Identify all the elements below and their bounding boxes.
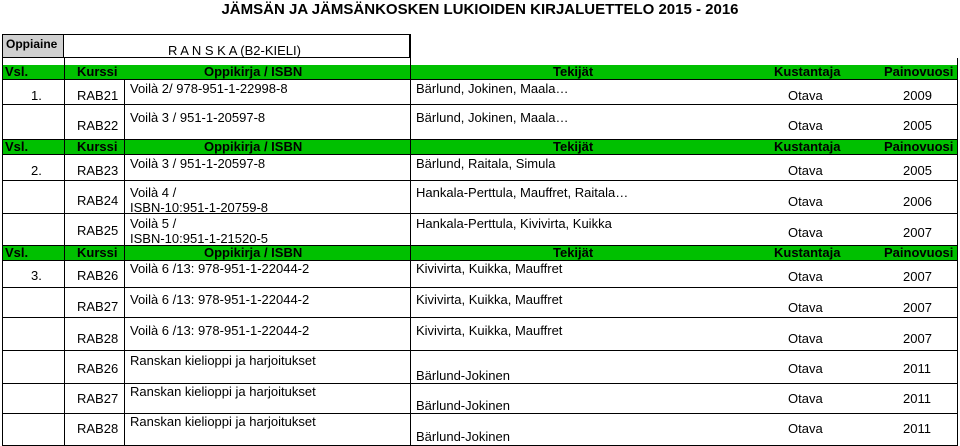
header-kustantaja: Kustantaja [774,139,841,154]
book-isbn: ISBN-10:951-1-20759-8 [130,200,269,215]
book-title: Ranskan kielioppi ja harjoitukset [130,353,316,368]
book-year: 2011 [903,361,931,376]
book-year: 2007 [903,225,932,240]
book-year: 2007 [903,269,932,284]
header-tekijat: Tekijät [553,245,594,260]
book-publisher: Otava [788,88,823,103]
book-year: 2011 [903,421,931,436]
book-publisher: Otava [788,300,823,315]
course-code: RAB26 [77,268,119,283]
book-year: 2009 [903,88,932,103]
book-publisher: Otava [788,163,823,178]
header-vsl: Vsl. [5,139,29,154]
book-title: Voilà 6 /13: 978-951-1-22044-2 [130,261,310,276]
book-authors: Bärlund, Raitala, Simula [416,156,556,171]
course-code: RAB26 [77,361,119,376]
book-year: 2005 [903,163,932,178]
book-authors: Bärlund-Jokinen [416,368,510,383]
book-title: Voilà 3 / 951-1-20597-8 [130,156,266,171]
book-isbn: ISBN-10:951-1-21520-5 [130,231,269,246]
book-publisher: Otava [788,391,823,406]
header-painovuosi: Painovuosi [884,245,954,260]
book-year: 2011 [903,391,931,406]
year-label: 3. [31,268,42,283]
book-publisher: Otava [788,421,823,436]
book-publisher: Otava [788,331,823,346]
subject-name: R A N S K A (B2-KIELI) [64,34,410,58]
book-publisher: Otava [788,194,823,209]
course-code: RAB27 [77,391,119,406]
course-code: RAB28 [77,331,119,346]
course-code: RAB21 [77,88,119,103]
book-publisher: Otava [788,118,823,133]
book-year: 2005 [903,118,932,133]
header-kurssi: Kurssi [77,139,118,154]
book-authors: Bärlund-Jokinen [416,429,510,444]
book-publisher: Otava [788,361,823,376]
book-title: Voilà 6 /13: 978-951-1-22044-2 [130,292,310,307]
book-authors: Kivivirta, Kuikka, Mauffret [416,323,563,338]
header-kustantaja: Kustantaja [774,64,841,79]
book-title: Voilà 5 / [130,216,177,231]
header-painovuosi: Painovuosi [884,64,954,79]
year-label: 2. [31,163,42,178]
book-title: Ranskan kielioppi ja harjoitukset [130,384,316,399]
course-code: RAB25 [77,223,119,238]
book-authors: Hankala-Perttula, Kivivirta, Kuikka [416,216,612,231]
course-code: RAB23 [77,163,119,178]
course-code: RAB24 [77,193,119,208]
year-label: 1. [31,88,42,103]
course-code: RAB28 [77,421,119,436]
header-oppikirja: Oppikirja / ISBN [204,64,303,79]
header-vsl: Vsl. [5,245,29,260]
book-publisher: Otava [788,269,823,284]
book-title: Ranskan kielioppi ja harjoitukset [130,414,316,429]
book-title: Voilà 6 /13: 978-951-1-22044-2 [130,323,310,338]
header-painovuosi: Painovuosi [884,139,954,154]
header-kurssi: Kurssi [77,64,118,79]
header-vsl: Vsl. [5,64,29,79]
header-kustantaja: Kustantaja [774,245,841,260]
header-tekijat: Tekijät [553,64,594,79]
book-authors: Hankala-Perttula, Mauffret, Raitala… [416,185,629,200]
book-authors: Bärlund, Jokinen, Maala… [416,110,569,125]
book-title: Voilà 2/ 978-951-1-22998-8 [130,81,288,96]
book-title: Voilà 3 / 951-1-20597-8 [130,110,266,125]
book-title: Voilà 4 / [130,185,177,200]
book-authors: Bärlund-Jokinen [416,398,510,413]
book-authors: Kivivirta, Kuikka, Mauffret [416,261,563,276]
book-authors: Kivivirta, Kuikka, Mauffret [416,292,563,307]
header-oppikirja: Oppikirja / ISBN [204,245,303,260]
header-tekijat: Tekijät [553,139,594,154]
book-year: 2007 [903,331,932,346]
course-code: RAB22 [77,118,119,133]
book-year: 2007 [903,300,932,315]
subject-label: Oppiaine [2,34,64,58]
document-title: JÄMSÄN JA JÄMSÄNKOSKEN LUKIOIDEN KIRJALUETTELO 2015 - 2016 [221,1,739,18]
header-oppikirja: Oppikirja / ISBN [204,139,303,154]
book-authors: Bärlund, Jokinen, Maala… [416,81,569,96]
book-year: 2006 [903,194,932,209]
course-code: RAB27 [77,299,119,314]
book-publisher: Otava [788,225,823,240]
header-kurssi: Kurssi [77,245,118,260]
